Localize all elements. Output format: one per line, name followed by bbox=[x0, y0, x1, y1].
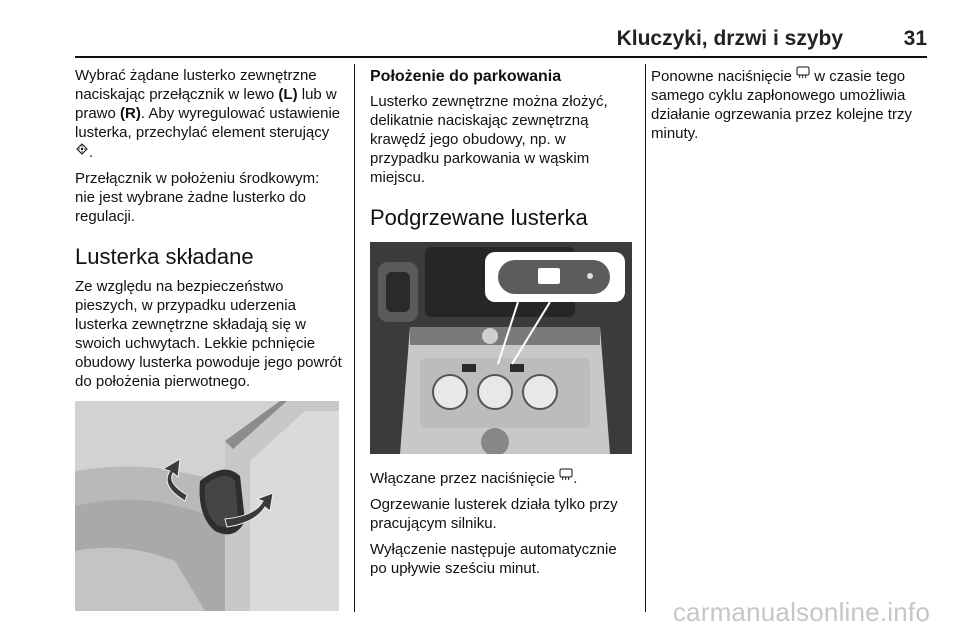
auto-off-paragraph: Wyłączenie następuje automatycznie po upływie sześciu minut. bbox=[370, 541, 617, 577]
parking-position-paragraph: Lusterko zewnętrzne można złożyć, delikatnie naciskając zewnętrzną krawędź jego obudowy, np. w przypadku parkowania w wąskim miejscu. bbox=[370, 93, 608, 186]
text-run: w czasie tego samego cyklu zapłonowego umożliwia działanie ogrzewania przez kolejne trzy minuty. bbox=[651, 68, 912, 142]
folding-mirror-illustration bbox=[75, 401, 339, 611]
repeat-press-paragraph bbox=[651, 66, 916, 143]
page-header bbox=[75, 27, 927, 57]
mirror-adjust-icon bbox=[75, 142, 89, 161]
text-run: . Aby wyregulować ustawienie lusterka, przechylać element sterujący bbox=[75, 105, 341, 141]
folding-mirrors-heading: Lusterka składane bbox=[75, 244, 254, 269]
activation-paragraph bbox=[370, 468, 632, 488]
header-divider bbox=[75, 56, 927, 58]
text-run: lub w prawo bbox=[75, 86, 337, 122]
column-divider-1 bbox=[354, 64, 355, 612]
heated-mirrors-heading: Podgrzewane lusterka bbox=[370, 205, 588, 230]
watermark: carmanualsonline.info bbox=[672, 597, 930, 627]
parking-position-heading: Położenie do parkowania bbox=[370, 68, 562, 85]
column-middle bbox=[370, 66, 632, 585]
text-run: . bbox=[573, 470, 578, 487]
section-title: Kluczyki, drzwi i szyby bbox=[616, 27, 843, 50]
folding-mirrors-paragraph: Ze względu na bezpieczeństwo pieszych, w przypadku uderzenia lusterka zewnętrzne składają się w swoich uchwytach. Lekkie pchnięcie obudowy lusterka powoduje jego powrót do położenia pierwotnego. bbox=[75, 278, 342, 390]
text-run: Wybrać żądane lusterko zewnętrzne naciskając przełącznik w lewo bbox=[75, 67, 317, 103]
column-right bbox=[651, 66, 916, 150]
page-number: 31 bbox=[903, 27, 927, 50]
left-label: (L) bbox=[278, 86, 298, 103]
column-divider-2 bbox=[645, 64, 646, 612]
text-run: Ponowne naciśnięcie bbox=[651, 68, 797, 85]
heated-mirror-icon bbox=[796, 66, 810, 85]
right-label: (R) bbox=[120, 105, 141, 122]
heated-mirror-icon bbox=[559, 468, 573, 487]
column-left bbox=[75, 66, 343, 625]
engine-running-paragraph: Ogrzewanie lusterek działa tylko przy pracującym silniku. bbox=[370, 496, 618, 532]
text-run: . bbox=[89, 144, 94, 161]
dashboard-button-illustration bbox=[370, 242, 632, 454]
mirror-select-paragraph bbox=[75, 66, 343, 162]
center-position-paragraph: Przełącznik w położeniu środkowym: nie jest wybrane żadne lusterko do regulacji. bbox=[75, 170, 320, 225]
text-run: Włączane przez naciśnięcie bbox=[370, 470, 560, 487]
